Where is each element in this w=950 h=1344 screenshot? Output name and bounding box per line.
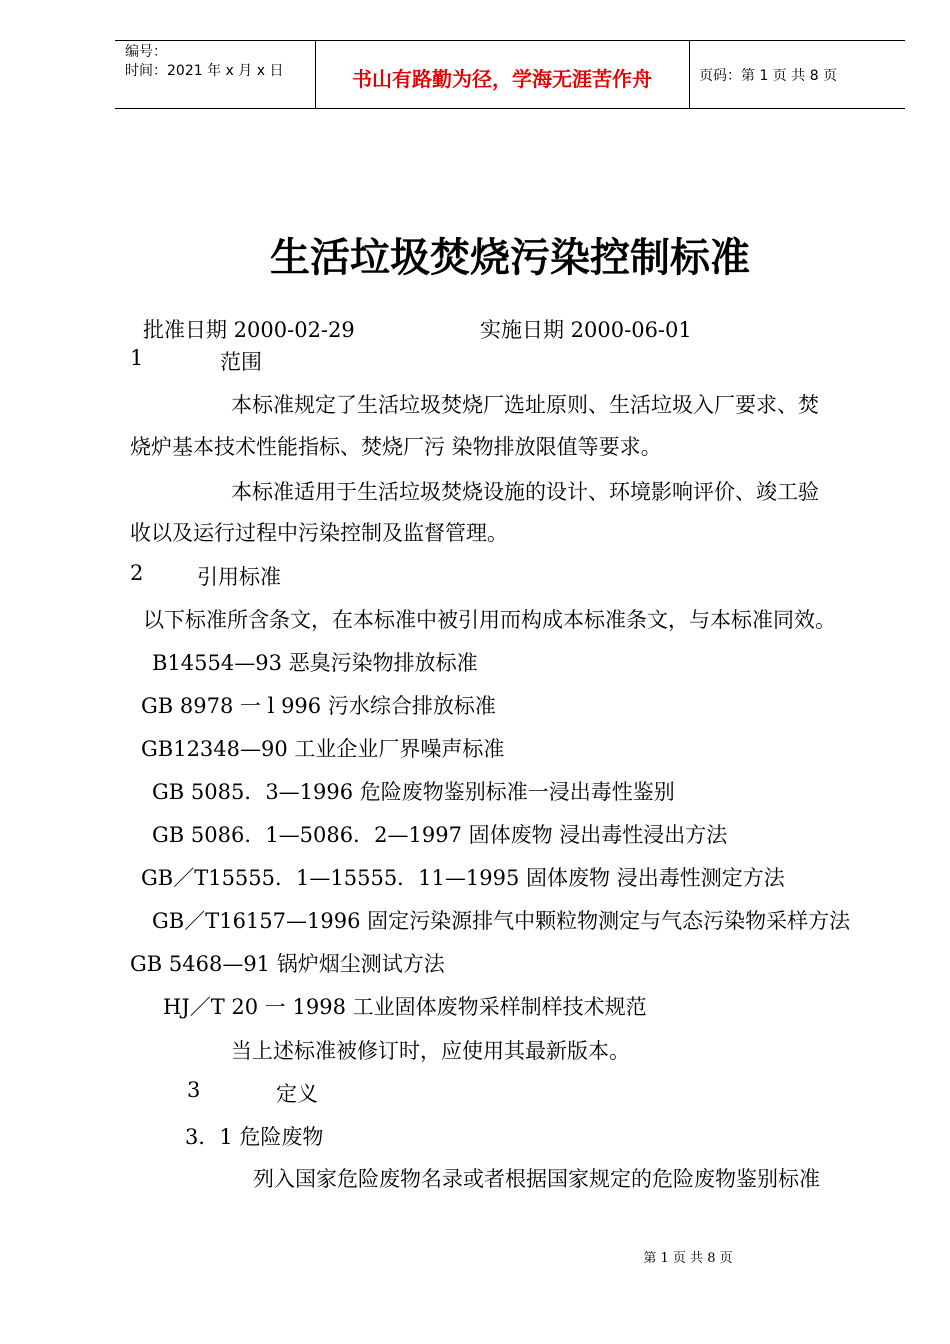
- paragraph-line: 本标准规定了生活垃圾焚烧厂选址原则、生活垃圾入厂要求、焚: [231, 393, 819, 417]
- header-divider: [689, 41, 690, 108]
- reference-item: GB／T16157—1996 固定污染源排气中颗粒物测定与气态污染物采样方法: [152, 909, 851, 933]
- paragraph-line: 列入国家危险废物名录或者根据国家规定的危险废物鉴别标准: [253, 1167, 820, 1191]
- header-page-info: 页码：第 1 页 共 8 页: [699, 68, 838, 84]
- reference-item: HJ／T 20 一 1998 工业固体废物采样制样技术规范: [163, 995, 647, 1019]
- revision-note: 当上述标准被修订时，应使用其最新版本。: [231, 1039, 630, 1063]
- section-1-title: 范围: [220, 350, 262, 374]
- header-meta: [125, 43, 283, 81]
- header-table: [115, 40, 905, 109]
- approve-date: 批准日期 2000-02-29: [143, 318, 355, 342]
- paragraph-line: 本标准适用于生活垃圾焚烧设施的设计、环境影响评价、竣工验: [231, 480, 819, 504]
- reference-item: GB／T15555．1—15555．11—1995 固体废物 浸出毒性测定方法: [141, 866, 785, 890]
- section-3-number: 3: [187, 1078, 201, 1102]
- reference-item: GB12348—90 工业企业厂界噪声标准: [141, 737, 505, 761]
- implement-date: 实施日期 2000-06-01: [480, 318, 692, 342]
- paragraph-line: 收以及运行过程中污染控制及监督管理。: [130, 521, 508, 545]
- reference-item: GB 5468—91 锅炉烟尘测试方法: [130, 952, 445, 976]
- section-1-number: 1: [130, 346, 144, 370]
- page-footer: 第 1 页 共 8 页: [643, 1251, 733, 1266]
- paragraph-line: 烧炉基本技术性能指标、焚烧厂污 染物排放限值等要求。: [130, 435, 662, 459]
- reference-item: GB 5086．1—5086．2—1997 固体废物 浸出毒性浸出方法: [152, 823, 728, 847]
- reference-item: GB 5085．3—1996 危险废物鉴别标准一浸出毒性鉴别: [152, 780, 675, 804]
- header-motto: 书山有路勤为径，学海无涯苦作舟: [352, 67, 652, 91]
- section-2-intro: 以下标准所含条文，在本标准中被引用而构成本标准条文，与本标准同效。: [143, 608, 836, 632]
- section-3-title: 定义: [276, 1082, 318, 1106]
- serial-label: 编号：: [125, 44, 167, 60]
- document-title: 生活垃圾焚烧污染控制标准: [270, 235, 750, 281]
- time-label: 时间：2021 年 x 月 x 日: [125, 63, 284, 79]
- section-2-number: 2: [130, 561, 144, 585]
- reference-item: GB 8978 一 l 996 污水综合排放标准: [141, 694, 496, 718]
- reference-item: B14554—93 恶臭污染物排放标准: [152, 651, 478, 675]
- section-2-title: 引用标准: [197, 565, 281, 589]
- subsection-3-1-title: 3．1 危险废物: [185, 1125, 324, 1149]
